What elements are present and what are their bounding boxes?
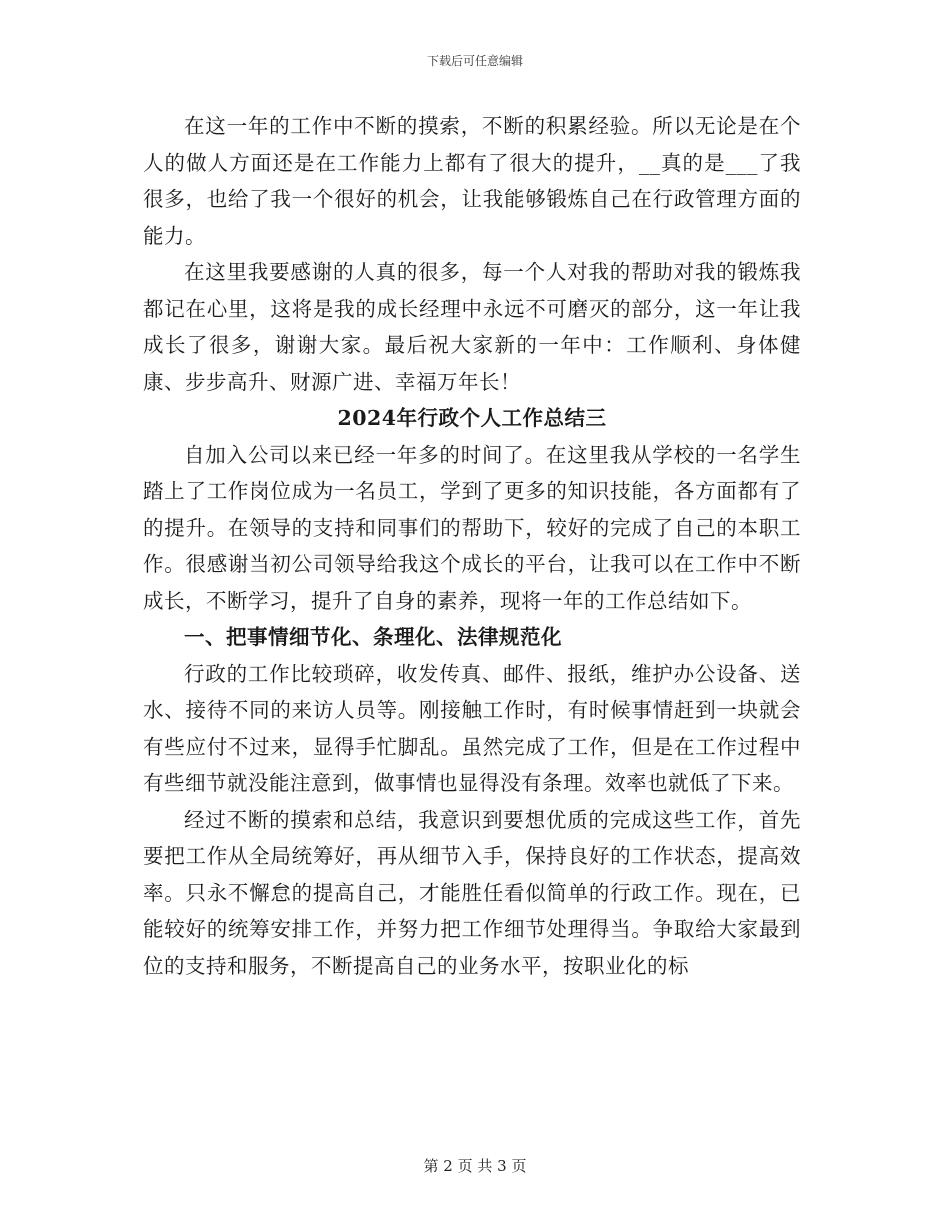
document-title: 2024年行政个人工作总结三 (337, 406, 607, 430)
section-paragraph: 经过不断的摸索和总结，我意识到要想优质的完成这些工作，首先要把工作从全局统筹好，再从细节入手，保持良好的工作状态，提高效率。只永不懈怠的提高自己，才能胜任看似简单的行政工作。现在，已能较好的统筹安排工作，并努力把工作细节处理得当。争取给大家最到位的支持和服务，不断提高自己的业务水平，按职业化的标 (143, 807, 801, 978)
section-heading: 一、把事情细节化、条理化、法律规范化 (184, 625, 562, 649)
section-paragraph: 行政的工作比较琐碎，收发传真、邮件、报纸，维护办公设备、送水、接待不同的来访人员等。刚接触工作时，有时候事情赶到一块就会有些应付不过来，显得手忙脚乱。虽然完成了工作，但是在工作过程中有些细节就没能注意到，做事情也显得没有条理。效率也就低了下来。 (143, 661, 801, 795)
document-body (143, 108, 801, 984)
intro-paragraph: 自加入公司以来已经一年多的时间了。在这里我从学校的一名学生踏上了工作岗位成为一名员工，学到了更多的知识技能，各方面都有了的提升。在领导的支持和同事们的帮助下，较好的完成了自己的本职工作。很感谢当初公司领导给我这个成长的平台，让我可以在工作中不断成长，不断学习，提升了自身的素养，现将一年的工作总结如下。 (143, 442, 801, 613)
page-number: 第 2 页 共 3 页 (423, 1157, 527, 1175)
body-paragraph: 在这一年的工作中不断的摸索，不断的积累经验。所以无论是在个人的做人方面还是在工作能力上都有了很大的提升，__真的是___了我很多，也给了我一个很好的机会，让我能够锻炼自己在行政管理方面的能力。 (143, 114, 801, 248)
page-header-note: 下载后可任意编辑 (426, 54, 523, 68)
body-paragraph: 在这里我要感谢的人真的很多，每一个人对我的帮助对我的锻炼我都记在心里，这将是我的成长经理中永远不可磨灭的部分，这一年让我成长了很多，谢谢大家。最后祝大家新的一年中：工作顺利、身体健康、步步高升、财源广进、幸福万年长！ (143, 260, 801, 394)
